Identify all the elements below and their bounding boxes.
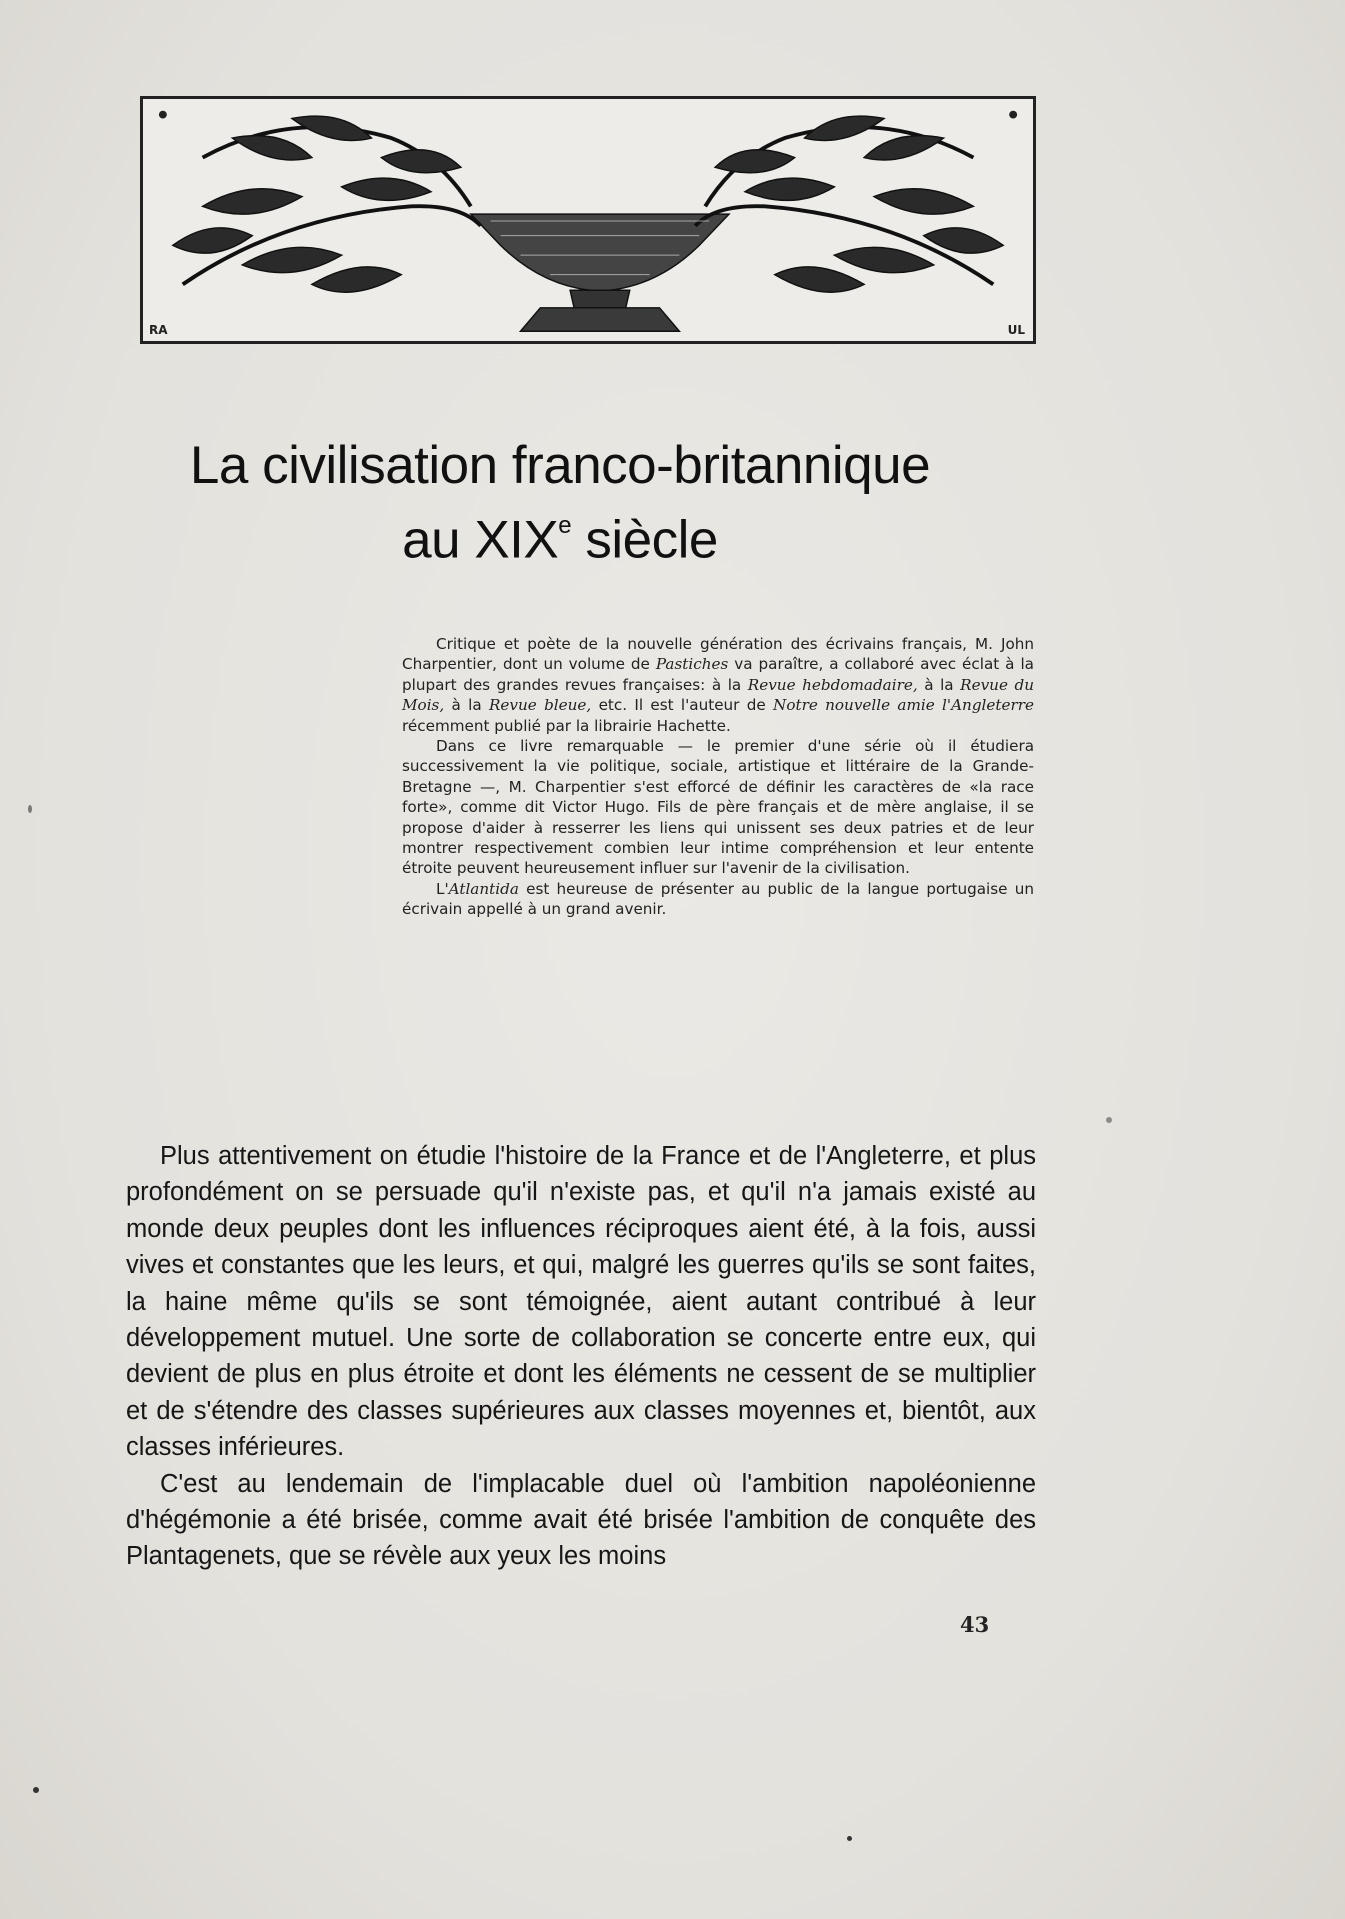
body-paragraph-1: Plus attentivement on étudie l'histoire de la France et de l'Angleterre, et plus profondément on se persuade qu'il n'existe pas, et qu'il n'a jamais existé au monde deux peuples dont les influences réciproques aient été, à la fois, aussi vives et constantes que les leurs, et qui, malgré les guerres qu'ils se sont faites, la haine même qu'ils se sont témoignée, aient autant contribué à leur développement mutuel. Une sorte de collaboration se concerte entre eux, qui devient de plus en plus étroite et dont les éléments ne cessent de se multiplier et de s'étendre des classes supérieures aux classes moyennes et, bientôt, aux classes inférieures. (126, 1142, 1036, 1462)
intro-paragraph-3: L'Atlantida est heureuse de présenter au public de la langue portugaise un écrivain appellé à un grand avenir. (402, 879, 1034, 919)
page-number: 43 (960, 1612, 990, 1637)
paper-speck (28, 805, 32, 813)
intro-paragraph-2: Dans ce livre remarquable — le premier d'une série où il étudiera successivement la vie politique, sociale, artistique et littéraire de la Grande-Bretagne —, M. Charpentier s'est efforcé de définir les caractères de «la race forte», comme dit Victor Hugo. Fils de père français et de mère anglaise, il se propose d'aider à resserrer les liens qui unissent ses deux patries et de leur montrer respectivement combien leur intime compréhension et leur entente étroite peuvent heureusement influer sur l'avenir de la civilisation. (402, 737, 1034, 878)
paper-speck (847, 1836, 852, 1841)
article-title-line2: au XIXe siècle (402, 510, 718, 570)
body-paragraph-2: C'est au lendemain de l'implacable duel où l'ambition napoléonienne d'hégémonie a été brisée, comme avait été brisée l'ambition de conquête des Plantagenets, que se révèle aux yeux les moins (126, 1469, 1036, 1571)
article-body (126, 1138, 1036, 1575)
artist-signature-left: RA (149, 323, 168, 337)
editorial-introduction (402, 634, 1034, 920)
laurel-urn-illustration (143, 99, 1033, 341)
paper-speck (33, 1787, 39, 1793)
paper-speck (1106, 1117, 1112, 1123)
artist-signature-right: UL (1007, 323, 1025, 337)
article-title-line1: La civilisation franco-britannique (189, 436, 931, 495)
intro-paragraph-1: Critique et poète de la nouvelle génération des écrivains français, M. John Charpentier, dont un volume de Pastiches va paraître, a collaboré avec éclat à la plupart des grandes revues françaises: à la Revue hebdomadaire, à la Revue du Mois, à la Revue bleue, etc. Il est l'auteur de Notre nouvelle amie l'Angleterre récemment publié par la librairie Hachette. (402, 635, 1035, 735)
decorative-vignette (140, 96, 1036, 344)
